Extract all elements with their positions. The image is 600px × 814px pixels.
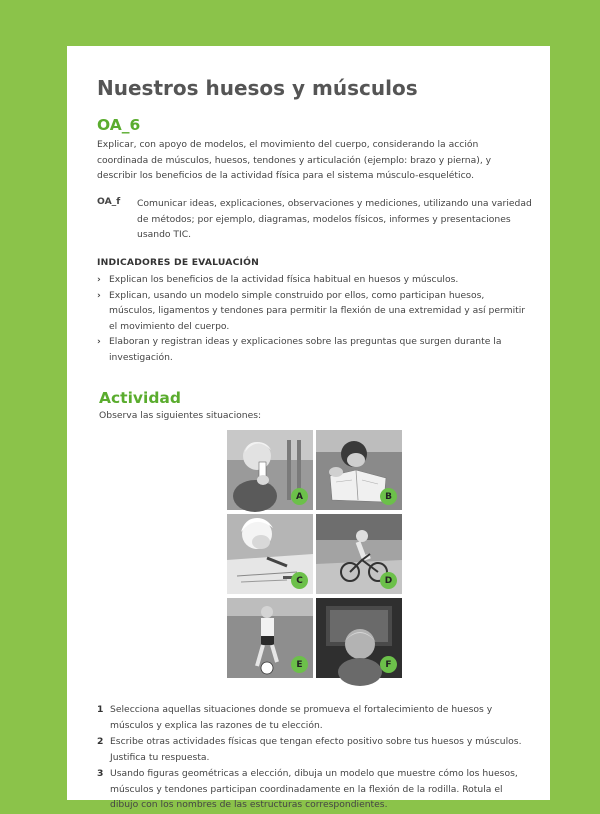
objective-description: Explicar, con apoyo de modelos, el movimiento del cuerpo, considerando la acción coordinada de músculos, huesos, tendones y articulación (ejemplo: brazo y pierna), y describir los beneficios de la actividad física para el sistema músculo-esquelético. (97, 139, 492, 181)
document-page (67, 46, 550, 810)
photo-child-cycling (316, 514, 402, 594)
task-item: 1 Selecciona aquellas situaciones donde se promueva el fortalecimiento de huesos y músculos y explica las razones de tu elección. (97, 704, 493, 731)
photo-grid (227, 430, 403, 680)
task-number: 1 (97, 704, 104, 715)
photo-label-badge: A (291, 488, 308, 505)
activity-subtitle: Observa las siguientes situaciones: (99, 410, 262, 421)
indicator-item: › Explican, usando un modelo simple construido por ellos, como participan huesos, músculos, ligamentos y tendones para permitir la flexión de una extremidad y así permitir el movimiento del cuerpo. (97, 289, 526, 332)
chevron-right-icon: › (97, 274, 101, 285)
indicators-heading: INDICADORES DE EVALUACIÓN (97, 257, 260, 268)
skill-description: Comunicar ideas, explicaciones, observaciones y mediciones, utilizando una variedad de métodos; por ejemplo, diagramas, modelos físicos, informes y presentaciones usando TIC. (137, 198, 532, 240)
task-item: 2 Escribe otras actividades físicas que tengan efecto positivo sobre tus huesos y músculos. Justifica tu respuesta. (97, 736, 522, 763)
photo-label-badge: E (291, 656, 308, 673)
indicators-list (97, 272, 527, 365)
photo-child-drinking (227, 430, 313, 510)
indicator-item: › Explican los beneficios de la actividad física habitual en huesos y músculos. (97, 272, 527, 288)
task-number: 2 (97, 736, 104, 747)
photo-child-drawing (227, 514, 313, 594)
task-item: 3 Usando figuras geométricas a elección, dibuja un modelo que muestre cómo los huesos, músculos y tendones participan coordinadamente en la flexión de la rodilla. Rotula el dibujo con los nombres de las estructuras correspondientes. (97, 768, 518, 810)
indicator-item: › Elaboran y registran ideas y explicaciones sobre las preguntas que surgen durante la investigación. (97, 336, 502, 363)
photo-label-badge: F (380, 656, 397, 673)
activity-title: Actividad (99, 389, 181, 407)
task-list (97, 702, 527, 814)
photo-child-reading (316, 430, 402, 510)
task-number: 3 (97, 768, 104, 779)
photo-label-badge: D (380, 572, 397, 589)
photo-child-computer (316, 598, 402, 678)
objective-code: OA_6 (97, 116, 141, 134)
photo-label-badge: C (291, 572, 308, 589)
chevron-right-icon: › (97, 336, 101, 347)
photo-child-soccer (227, 598, 313, 678)
skill-code: OA_f (97, 196, 121, 207)
chevron-right-icon: › (97, 289, 101, 301)
photo-label-badge: B (380, 488, 397, 505)
page-title: Nuestros huesos y músculos (97, 76, 418, 100)
